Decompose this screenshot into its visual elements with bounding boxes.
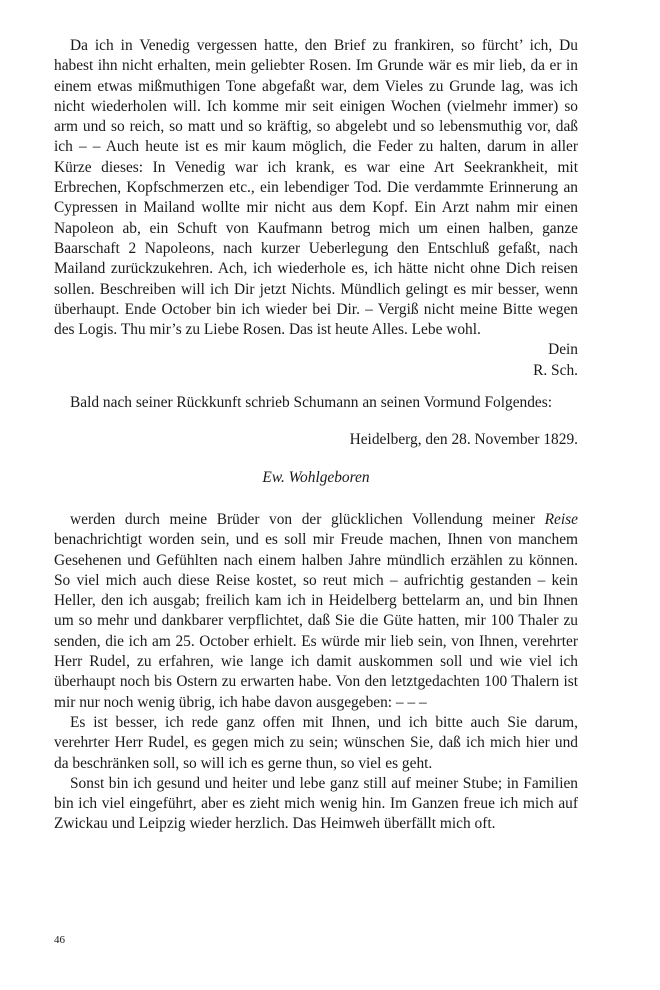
letter-signature: R. Sch.	[533, 361, 578, 379]
guardian-letter-paragraph-1	[54, 510, 578, 713]
paragraph-1-rest: benachrichtigt worden sein, und es soll mir Freude machen, Ihnen von manchem Gesehenen und Gefühlten nach einem halben Jahre mündlich erzählen zu können. So viel mich auch diese Reise kostet, so reut mich – aufrichtig gestanden – kein Heller, den ich ausgab; freilich kam ich in Heidelberg bettelarm an, und bin Ihnen um so mehr und dankbarer verpflichtet, daß Sie die Güte hatten, mir 100 Thaler zu senden, die ich am 25. October erhielt. Es würde mir lieb sein, von Ihnen, verehrter Herr Rudel, zu erfahren, wie lange ich damit auskommen soll und wie viel ich überhaupt noch bis Ostern zu erwarten habe. Von den letztgedachten 100 Thalern ist mir nur noch wenig übrig, ich habe davon ausgegeben: – – –	[54, 531, 578, 711]
guardian-letter-paragraph-2: Es ist besser, ich rede ganz offen mit Ihnen, und ich bitte auch Sie darum, verehrter Herr Rudel, es gegen mich zu sein; wünschen Sie, daß ich mich hier und da beschränken soll, so will ich es gerne thun, so viel es geht.	[54, 713, 578, 772]
letter-to-rosen-body: Da ich in Venedig vergessen hatte, den Brief zu frankiren, so fürcht’ ich, Du habest ihn nicht erhalten, mein geliebter Rosen. Im Grunde wär es mir lieb, da er in einem etwas mißmuthigen Tone abgefaßt war, dem Vieles zu Grunde lag, was ich nicht wiederholen will. Ich komme mir seit einigen Wochen (vielmehr immer) so arm und so reich, so matt und so kräftig, so abgelebt und so lebensmuthig vor, daß ich – – Auch heute ist es mir kaum möglich, die Feder zu halten, darum in aller Kürze dieses: In Venedig war ich krank, es war eine Art Seekrankheit, mit Erbrechen, Kopfschmerzen etc., ein lebendiger Tod. Die verdammte Erinnerung an Cypressen in Mailand wollte mir nicht aus dem Kopf. Ein Arzt nahm mir einen Napoleon ab, ein Schuft von Kaufmann betrog mich um einen halben, ganze Baarschaft 2 Napoleons, nach kurzer Ueberlegung den Entschluß gefaßt, nach Mailand zurückzukehren. Ach, ich wiederhole es, ich hätte nicht ohne Dich reisen sollen. Beschreiben will ich Dir jetzt Nichts. Mündlich gelingt es mir besser, wenn überhaupt. Ende October bin ich wieder bei Dir. – Vergiß nicht meine Bitte wegen des Logis. Thu mir’s zu Liebe Rosen. Das ist heute Alles. Lebe wohl.	[54, 37, 578, 339]
emphasized-word: Reise	[544, 510, 578, 528]
editorial-intro: Bald nach seiner Rückkunft schrieb Schumann an seinen Vormund Folgendes:	[70, 394, 553, 412]
page-text-block	[54, 36, 578, 835]
letter-dateline: Heidelberg, den 28. November 1829.	[349, 431, 578, 449]
letter-salutation: Ew. Wohlgeboren	[262, 468, 370, 486]
letter-closing: Dein	[548, 341, 578, 359]
page-number: 46	[54, 934, 65, 946]
letter-to-guardian	[54, 510, 578, 835]
guardian-letter-paragraph-3: Sonst bin ich gesund und heiter und lebe ganz still auf meiner Stube; in Familien bin ich viel eingeführt, aber es zieht mich wenig hin. Im Ganzen freue ich mich auf Zwickau und Leipzig wieder herzlich. Das Heimweh überfällt mich oft.	[54, 774, 578, 833]
paragraph-1-start: werden durch meine Brüder von der glücklichen Vollendung meiner	[70, 510, 545, 528]
